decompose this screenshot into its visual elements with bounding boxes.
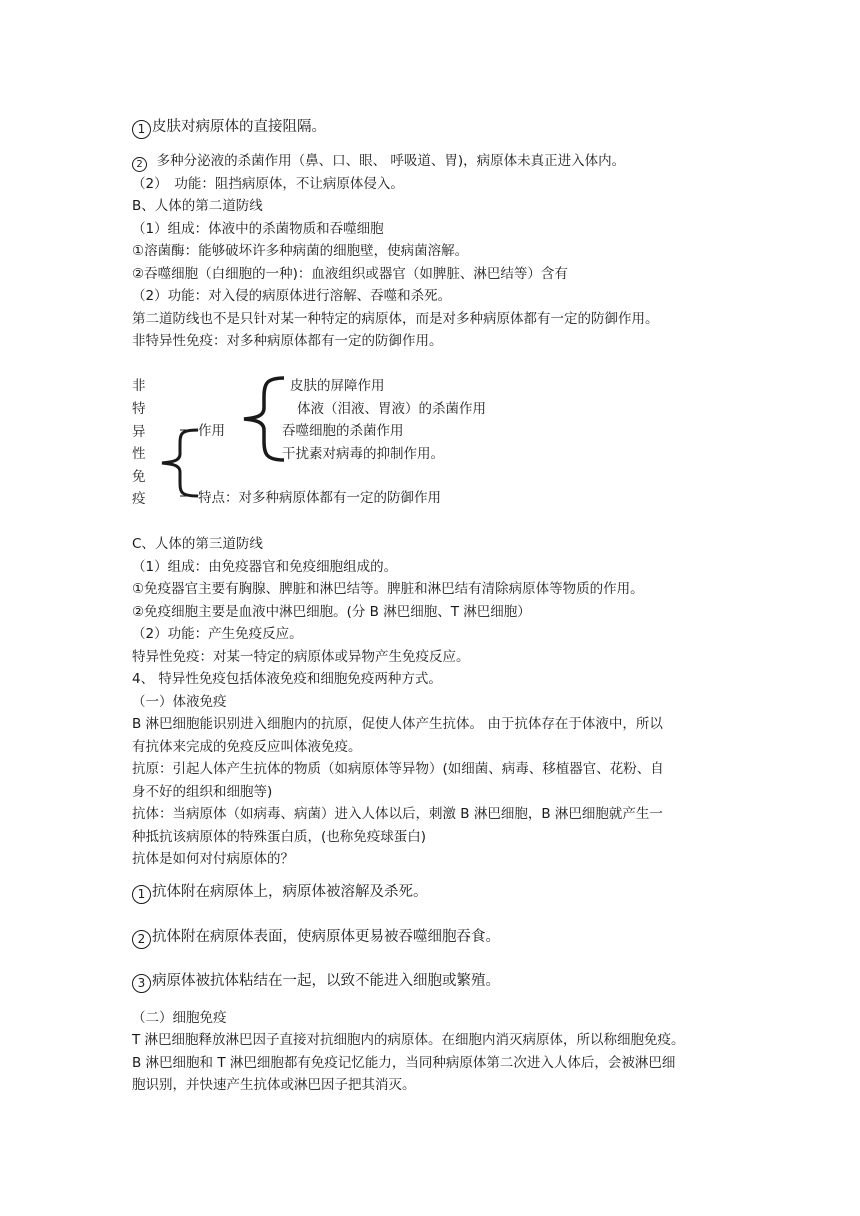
circled-number-3: 3 [132, 974, 151, 993]
specific-types: 4、 特异性免疫包括体液免疫和细胞免疫两种方式。 [132, 671, 442, 687]
specific-definition: 特异性免疫：对某一特定的病原体或异物产生免疫反应。 [132, 649, 470, 665]
barrier1-function: （2） 功能：阻挡病原体，不让病原体侵入。 [132, 176, 404, 192]
action-item: 干扰素对病毒的抑制作用。 [282, 446, 444, 462]
circled-number-1: 1 [132, 120, 151, 139]
antibody-way [132, 971, 500, 993]
lysozyme-line: ①溶菌酶：能够破坏许多种病菌的细胞壁，使病菌溶解。 [132, 243, 469, 259]
immune-cells-line: ②免疫细胞主要是血液中淋巴细胞。(分 B 淋巴细胞、T 淋巴细胞） [132, 604, 531, 620]
antibody-way-text: 抗体附在病原体上，病原体被溶解及杀死。 [152, 884, 428, 900]
phagocyte-line: ②吞噬细胞（白细胞的一种)：血液组织或器官（如脾脏、淋巴结等）含有 [132, 266, 568, 282]
vertical-char: 疫 [132, 491, 146, 507]
barrier2-heading: B、人体的第二道防线 [132, 198, 263, 214]
barrier3-composition: （1）组成：由免疫器官和免疫细胞组成的。 [132, 559, 398, 575]
antigen-definition: 抗原：引起人体产生抗体的物质（如病原体等异物）(如细菌、病毒、移植器官、花粉、自 [132, 761, 664, 777]
cellular-heading: （二）细胞免疫 [132, 1010, 227, 1026]
circled-number-2: 2 [132, 930, 151, 949]
barrier2-note: 第二道防线也不是只针对某一种特定的病原体，而是对多种病原体都有一定的防御作用。 [132, 311, 659, 327]
circled-number-2: 2 [132, 157, 147, 172]
barrier3-function: （2）功能：产生免疫反应。 [132, 626, 303, 642]
skin-barrier-line [132, 117, 326, 139]
humoral-paragraph: B 淋巴细胞能识别进入细胞内的抗原，促使人体产生抗体。 由于抗体存在于体液中，所以 [132, 716, 663, 732]
antibody-way-text: 抗体附在病原体表面，使病原体更易被吞噬细胞吞食。 [152, 929, 500, 945]
antigen-definition: 身不好的组织和细胞等) [132, 784, 273, 800]
feature-line: 特点：对多种病原体都有一定的防御作用 [198, 490, 441, 506]
memory-paragraph: 胞识别，并快速产生抗体或淋巴因子把其消灭。 [132, 1077, 416, 1093]
antibody-definition: 抗体：当病原体（如病毒、病菌）进入人体以后，刺激 B 淋巴细胞，B 淋巴细胞就产生一 [132, 806, 663, 822]
humoral-heading: （一）体液免疫 [132, 694, 227, 710]
barrier2-composition: （1）组成：体液中的杀菌物质和吞噬细胞 [132, 221, 384, 237]
vertical-char: 异 [132, 424, 146, 440]
secretion-line [132, 151, 625, 172]
action-label: 作用 [198, 423, 225, 439]
action-item: 皮肤的屏障作用 [290, 378, 385, 394]
nonspecific-definition: 非特异性免疫：对多种病原体都有一定的防御作用。 [132, 333, 443, 349]
vertical-char: 性 [132, 446, 146, 462]
skin-barrier-text: 皮肤对病原体的直接阻隔。 [152, 119, 326, 135]
antibody-way-text: 病原体被抗体粘结在一起，以致不能进入细胞或繁殖。 [152, 973, 500, 989]
antibody-way [132, 882, 428, 904]
memory-paragraph: B 淋巴细胞和 T 淋巴细胞都有免疫记忆能力，当同种病原体第二次进入人体后，会被淋巴细 [132, 1055, 676, 1071]
secretion-text: 多种分泌液的杀菌作用（鼻、口、眼、 呼吸道、胃)，病原体未真正进入体内。 [156, 153, 626, 169]
barrier3-heading: C、人体的第三道防线 [132, 536, 263, 552]
vertical-char: 免 [132, 469, 146, 485]
humoral-paragraph: 有抗体来完成的免疫反应叫体液免疫。 [132, 739, 362, 755]
cellular-paragraph: T 淋巴细胞释放淋巴因子直接对抗细胞内的病原体。在细胞内消灭病原体，所以称细胞免疫。 [132, 1032, 685, 1048]
inner-brace [240, 376, 288, 462]
antibody-question: 抗体是如何对付病原体的？ [132, 851, 294, 867]
barrier2-function: （2）功能：对入侵的病原体进行溶解、吞噬和杀死。 [132, 288, 452, 304]
action-item: 体液（泪液、胃液）的杀菌作用 [297, 401, 486, 417]
immune-organs-line: ①免疫器官主要有胸腺、脾脏和淋巴结等。脾脏和淋巴结有清除病原体等物质的作用。 [132, 581, 644, 597]
antibody-way [132, 927, 500, 949]
outer-brace [158, 428, 202, 498]
action-item: 吞噬细胞的杀菌作用 [282, 423, 404, 439]
antibody-definition: 种抵抗该病原体的特殊蛋白质，(也称免疫球蛋白) [132, 829, 427, 845]
vertical-char: 特 [132, 401, 146, 417]
circled-number-1: 1 [132, 885, 151, 904]
vertical-char: 非 [132, 378, 146, 394]
